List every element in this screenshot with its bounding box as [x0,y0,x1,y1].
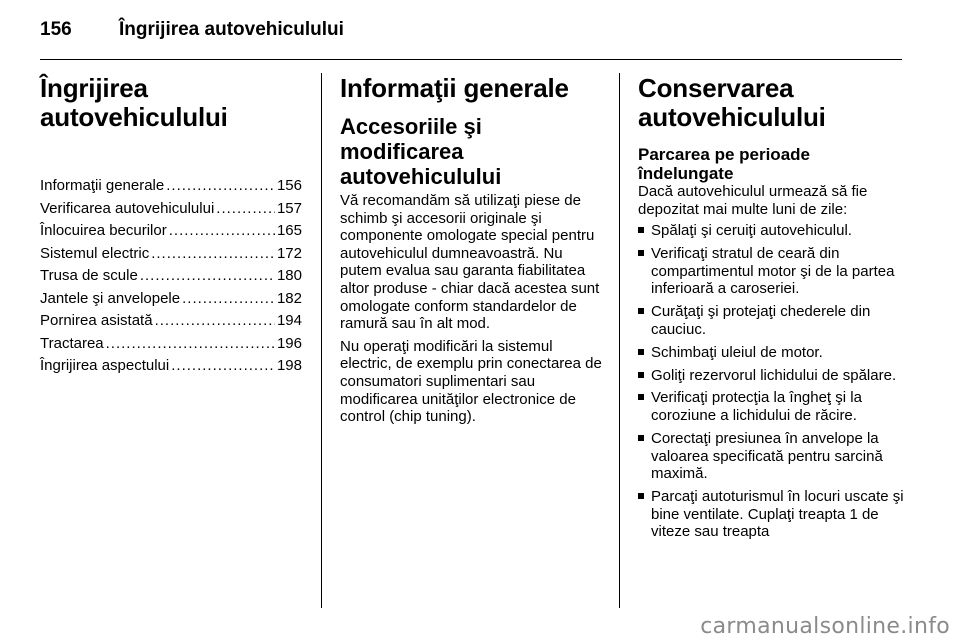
section-heading: Informaţii generale [340,73,569,103]
list-item: Goliţi rezervorul lichidului de spălare. [638,367,904,385]
toc-leader-dots [169,220,275,243]
list-item: Verificaţi stratul de ceară din compartimentul motor şi de la partea inferioară a caroseriei. [638,245,904,298]
toc-entry[interactable]: Jantele şi anvelopele ..... 182 [40,288,302,311]
watermark-text: carmanualsonline.info [700,614,950,639]
toc-leader-dots [151,243,275,266]
body-paragraph: Nu operaţi modificări la sistemul electric, de exemplu prin conectarea de consumatori suplimentari sau modificarea unităţilor electronice de control (chip tuning). [340,337,602,426]
left-column [40,74,302,378]
square-bullet-icon [638,250,644,256]
page-number: 156 [40,19,72,40]
toc-leader-dots [171,355,275,378]
column-divider-right [619,73,620,608]
subsection-heading: Parcarea pe perioade îndelungate [638,145,810,183]
toc-entry[interactable]: Pornirea asistată ..... 194 [40,310,302,333]
toc-entry[interactable]: Tractarea ..... 196 [40,333,302,356]
square-bullet-icon [638,349,644,355]
toc-entry[interactable]: Verificarea autovehiculului ..... 157 [40,198,302,221]
toc-leader-dots [155,310,275,333]
list-item: Verificaţi protecţia la îngheţ şi la coroziune a lichidului de răcire. [638,389,904,424]
intro-paragraph: Dacă autovehiculul urmează să fie depozitat mai multe luni de zile: [638,183,868,218]
list-item: Curăţaţi şi protejaţi chederele din cauciuc. [638,303,904,338]
subsection-heading: Accesoriile şi modificarea autovehiculului [340,114,502,189]
toc-entry[interactable]: Sistemul electric ..... 172 [40,243,302,266]
square-bullet-icon [638,435,644,441]
square-bullet-icon [638,227,644,233]
list-item: Parcaţi autoturismul în locuri uscate şi bine ventilate. Cuplaţi treapta 1 de viteze sau treapta [638,488,904,541]
square-bullet-icon [638,372,644,378]
column-divider-left [321,73,322,608]
toc-entry[interactable]: Înlocuirea becurilor ..... 165 [40,220,302,243]
section-heading: Conservarea autovehiculului [638,73,826,132]
square-bullet-icon [638,493,644,499]
chapter-title: Îngrijirea autovehiculului [119,19,344,40]
toc-leader-dots [166,175,275,198]
square-bullet-icon [638,394,644,400]
section-title: Îngrijirea autovehiculului [40,73,228,132]
toc-entry[interactable]: Îngrijirea aspectului ..... 198 [40,355,302,378]
middle-column [340,74,605,426]
toc-leader-dots [182,288,275,311]
table-of-contents [40,175,302,378]
toc-entry[interactable]: Trusa de scule ..... 180 [40,265,302,288]
header-divider [40,59,902,60]
list-item: Schimbaţi uleiul de motor. [638,344,904,362]
body-paragraph: Vă recomandăm să utilizaţi piese de schimb şi accesorii originale şi componente omologate special pentru autovehiculul dumneavoastră. Nu putem evalua sau garanta fiabilitatea altor produse - chiar dacă acestea sunt omologate conform standardelor de ramură sau în alt mod. [340,192,600,333]
toc-entry[interactable]: Informaţii generale ..... 156 [40,175,302,198]
right-column [638,74,904,546]
instruction-list [638,222,904,541]
square-bullet-icon [638,308,644,314]
toc-leader-dots [140,265,275,288]
list-item: Spălaţi şi ceruiţi autovehiculul. [638,222,904,240]
toc-leader-dots [216,198,275,221]
list-item: Corectaţi presiunea în anvelope la valoarea specificată pentru sarcină maximă. [638,430,904,483]
toc-leader-dots [106,333,275,356]
